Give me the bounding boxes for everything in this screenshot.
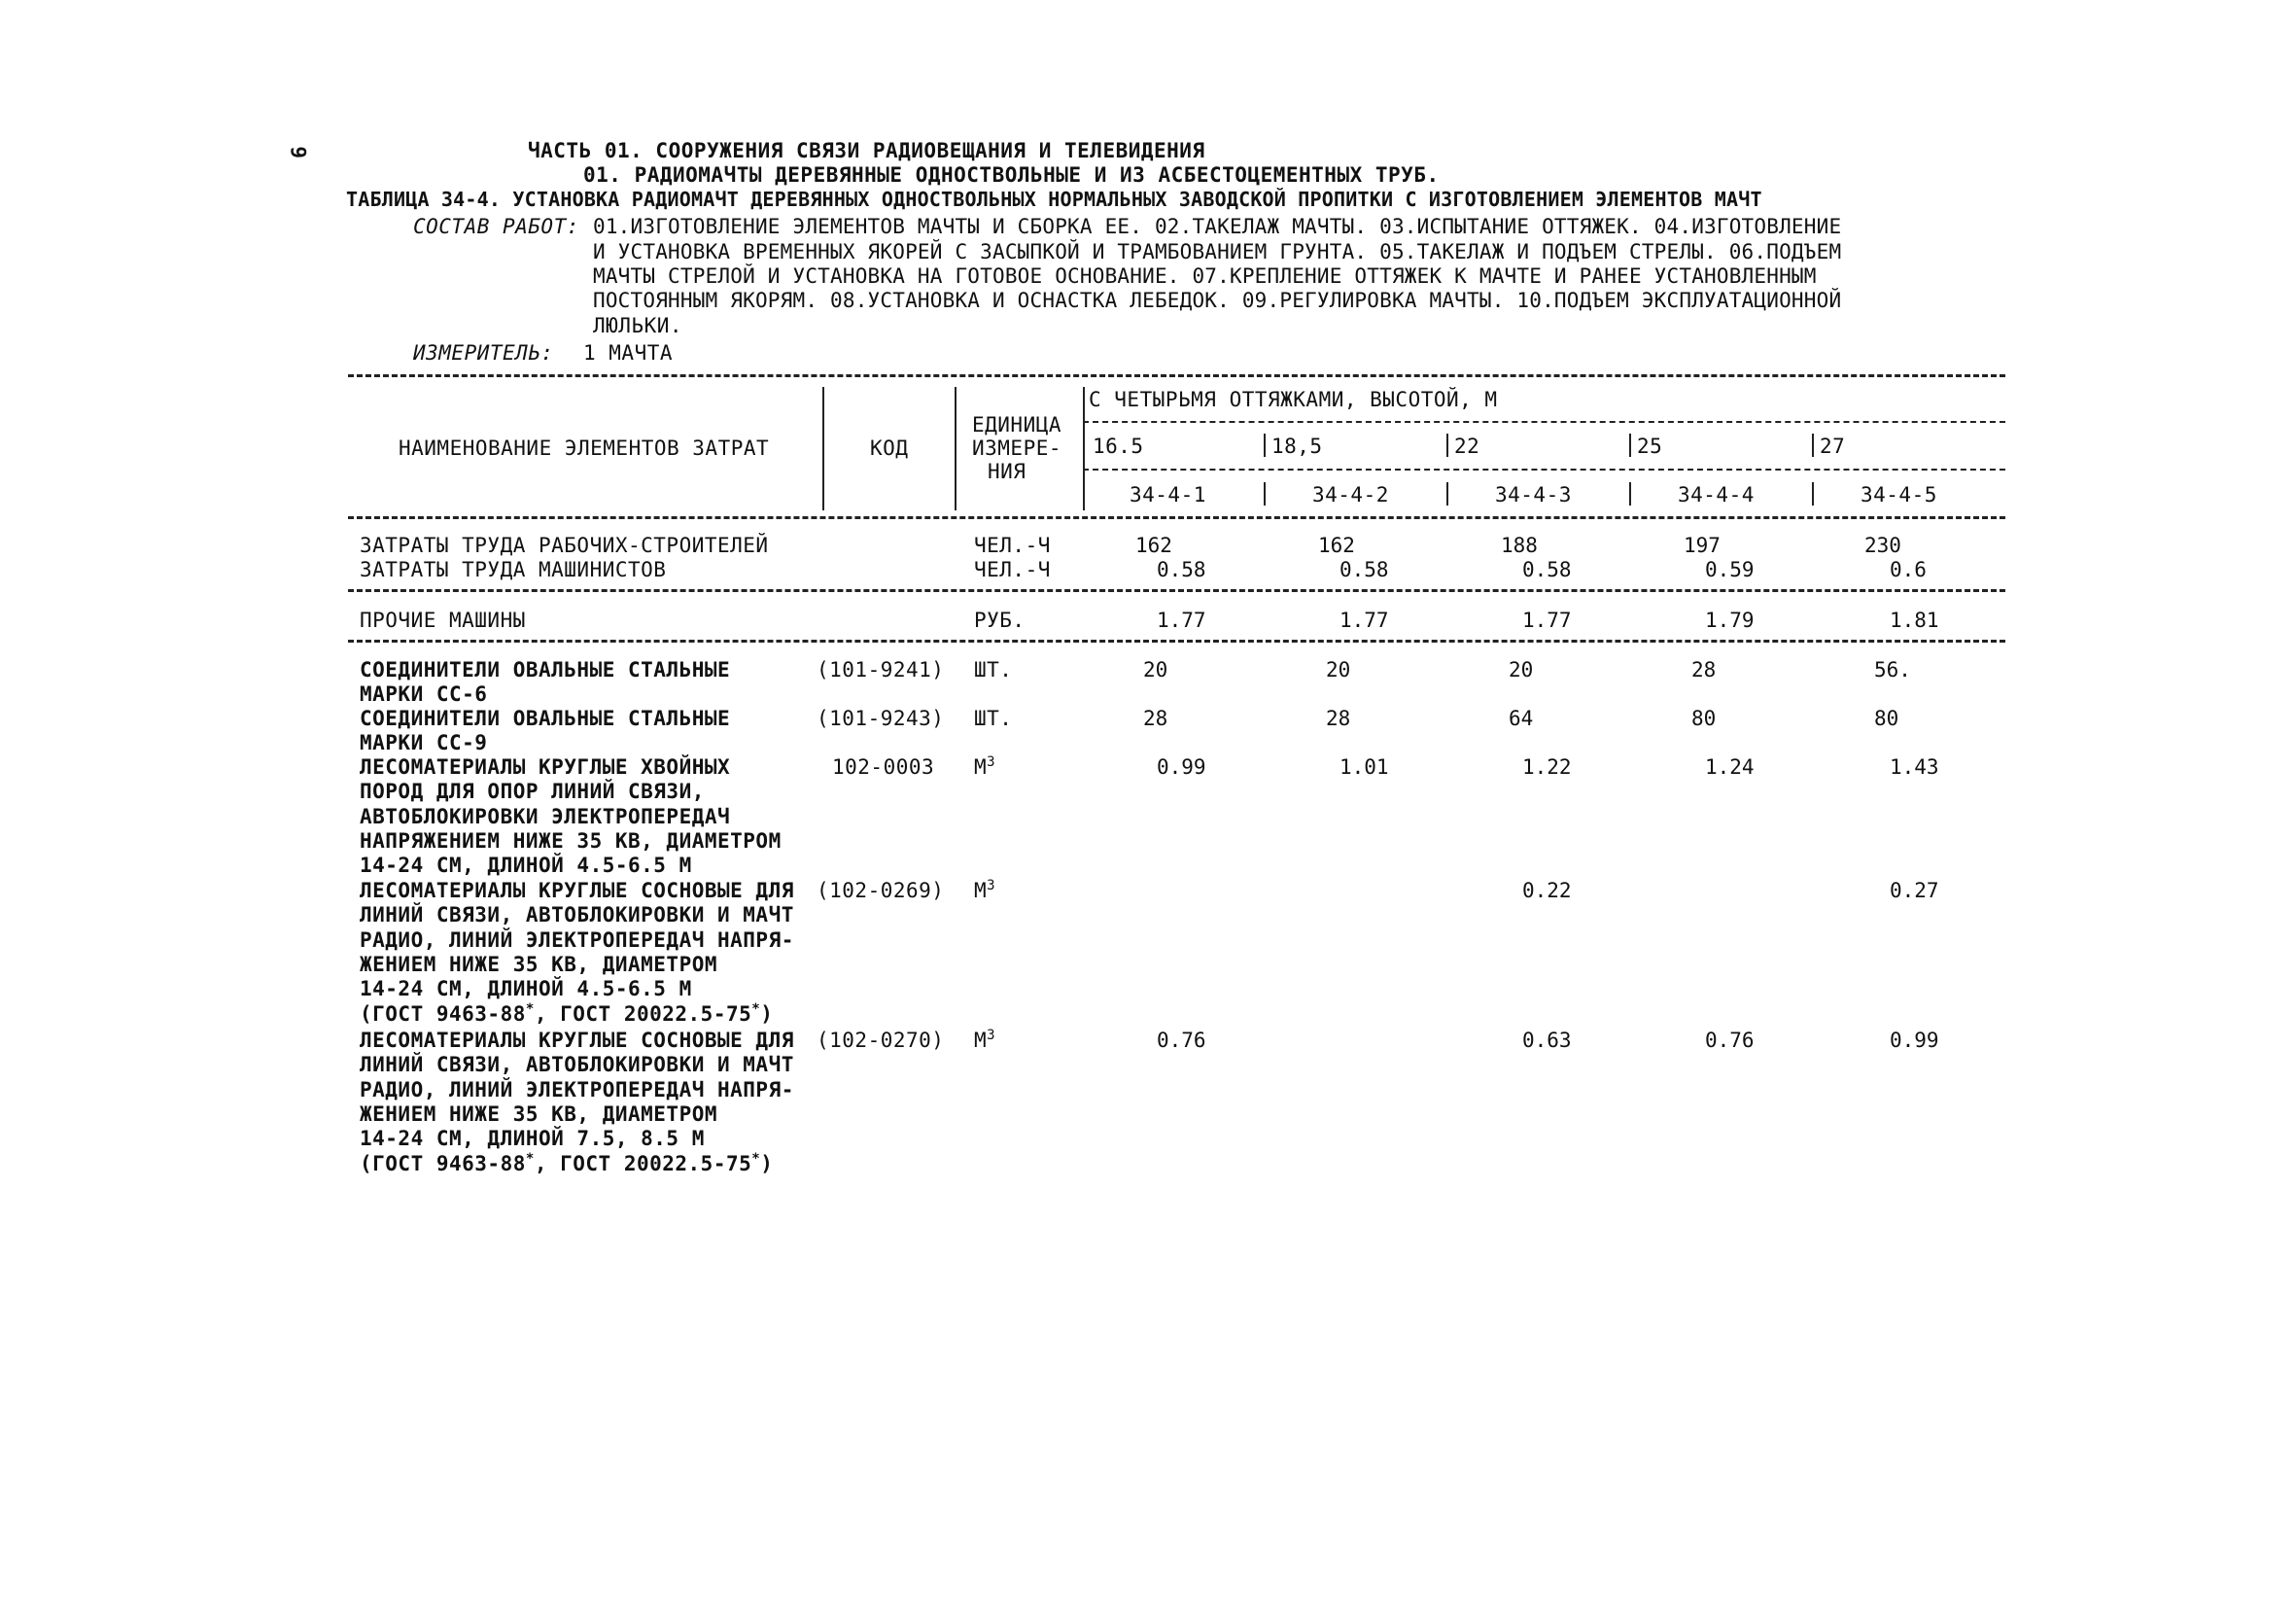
works-line: 01.ИЗГОТОВЛЕНИЕ ЭЛЕМЕНТОВ МАЧТЫ И СБОРКА ЕЕ. 02.ТАКЕЛАЖ МАЧТЫ. 03.ИСПЫТАНИЕ ОТТЯЖЕК. 04.ИЗГОТОВЛЕНИЕ — [593, 215, 1842, 238]
header-height: 16.5 — [1093, 435, 1144, 458]
section-title: 01. РАДИОМАЧТЫ ДЕРЕВЯННЫЕ ОДНОСТВОЛЬНЫЕ И ИЗ АСБЕСТОЦЕМЕНТНЫХ ТРУБ. — [583, 163, 1440, 187]
code-divider — [1812, 482, 1814, 506]
header-height-rule — [1083, 469, 2005, 471]
works-line: ПОСТОЯННЫМ ЯКОРЯМ. 08.УСТАНОВКА И ОСНАСТКА ЛЕБЕДОК. 09.РЕГУЛИРОВКА МАЧТЫ. 10.ПОДЪЕМ ЭКСПЛУАТАЦИОННОЙ — [593, 289, 1842, 312]
header-group-rule — [1083, 421, 2005, 423]
row-value: 230 — [1864, 534, 1901, 557]
part-title: ЧАСТЬ 01. СООРУЖЕНИЯ СВЯЗИ РАДИОВЕЩАНИЯ И ТЕЛЕВИДЕНИЯ — [528, 139, 1205, 162]
row-value: 28 — [1326, 707, 1351, 730]
row-value: 20 — [1509, 658, 1534, 682]
row-name: ЖЕНИЕМ НИЖЕ 35 КВ, ДИАМЕТРОМ — [360, 953, 718, 976]
gost-text: ) — [760, 1002, 774, 1026]
gost-star: * — [751, 1001, 761, 1017]
row-value: 0.22 — [1522, 879, 1572, 902]
gost-text: , ГОСТ 20022.5-75 — [534, 1152, 752, 1175]
header-height: 22 — [1454, 435, 1480, 458]
row-unit: ШТ. — [974, 707, 1013, 730]
row-name: МАРКИ СС-6 — [360, 682, 488, 706]
meter-label: ИЗМЕРИТЕЛЬ: — [413, 341, 554, 365]
row-name: ПОРОД ДЛЯ ОПОР ЛИНИЙ СВЯЗИ, — [360, 780, 705, 803]
meter-value: 1 МАЧТА — [583, 341, 674, 365]
row-value: 28 — [1143, 707, 1168, 730]
row-unit — [974, 754, 995, 780]
row-unit — [974, 1028, 995, 1053]
gost-star: * — [525, 1151, 535, 1167]
row-name: ЛИНИЙ СВЯЗИ, АВТОБЛОКИРОВКИ И МАЧТ — [360, 903, 794, 926]
row-code: (102-0269) — [817, 879, 945, 902]
row-name: ЗАТРАТЫ ТРУДА МАШИНИСТОВ — [360, 558, 667, 581]
code-divider — [1264, 482, 1266, 506]
row-value: 0.27 — [1890, 879, 1939, 902]
height-divider — [1264, 434, 1266, 457]
header-unit-line: ЕДИНИЦА — [972, 413, 1062, 437]
header-height: 18,5 — [1271, 435, 1323, 458]
height-divider — [1629, 434, 1631, 457]
row-value: 188 — [1501, 534, 1538, 557]
header-table-code: 34-4-3 — [1495, 483, 1572, 507]
row-name: ЛЕСОМАТЕРИАЛЫ КРУГЛЫЕ ХВОЙНЫХ — [360, 755, 731, 779]
row-value: 1.43 — [1890, 755, 1939, 779]
row-value: 80 — [1691, 707, 1717, 730]
header-bottom-rule — [348, 516, 2005, 519]
row-name: ЛИНИЙ СВЯЗИ, АВТОБЛОКИРОВКИ И МАЧТ — [360, 1053, 794, 1076]
row-value: 162 — [1135, 534, 1172, 557]
unit-superscript: 3 — [987, 754, 996, 770]
row-value: 0.58 — [1157, 558, 1206, 581]
page-mark: 9 — [286, 146, 310, 159]
row-name: ЛЕСОМАТЕРИАЛЫ КРУГЛЫЕ СОСНОВЫЕ ДЛЯ — [360, 879, 794, 902]
row-value: 162 — [1318, 534, 1355, 557]
row-code: 102-0003 — [832, 755, 935, 779]
row-value: 20 — [1143, 658, 1168, 682]
col-divider — [955, 387, 957, 510]
row-name: 14-24 СМ, ДЛИНОЙ 4.5-6.5 М — [360, 977, 692, 1000]
gost-text: (ГОСТ 9463-88 — [360, 1152, 526, 1175]
gost-text: ) — [760, 1152, 774, 1175]
header-height: 27 — [1820, 435, 1846, 458]
header-table-code: 34-4-5 — [1861, 483, 1937, 507]
height-divider — [1446, 434, 1448, 457]
row-value: 0.76 — [1157, 1029, 1206, 1052]
works-line: МАЧТЫ СТРЕЛОЙ И УСТАНОВКА НА ГОТОВОЕ ОСНОВАНИЕ. 07.КРЕПЛЕНИЕ ОТТЯЖЕК К МАЧТЕ И РАНЕЕ УСТАНОВЛЕННЫМ — [593, 264, 1817, 288]
gost-text: , ГОСТ 20022.5-75 — [534, 1002, 752, 1026]
row-name: НАПРЯЖЕНИЕМ НИЖЕ 35 КВ, ДИАМЕТРОМ — [360, 829, 782, 853]
row-name: МАРКИ СС-9 — [360, 731, 488, 754]
table-title: ТАБЛИЦА 34-4. УСТАНОВКА РАДИОМАЧТ ДЕРЕВЯННЫХ ОДНОСТВОЛЬНЫХ НОРМАЛЬНЫХ ЗАВОДСКОЙ ПРОПИТКИ С ИЗГОТОВЛЕНИЕМ ЭЛЕМЕНТОВ МАЧТ — [346, 188, 1762, 211]
header-table-code: 34-4-4 — [1678, 483, 1755, 507]
row-name: АВТОБЛОКИРОВКИ ЭЛЕКТРОПЕРЕДАЧ — [360, 805, 731, 828]
row-value: 20 — [1326, 658, 1351, 682]
row-code: (101-9243) — [817, 707, 945, 730]
row-code: (101-9241) — [817, 658, 945, 682]
row-gost — [360, 1001, 773, 1027]
row-unit: РУБ. — [974, 609, 1026, 632]
works-label: СОСТАВ РАБОТ: — [413, 215, 579, 238]
row-value: 0.76 — [1705, 1029, 1755, 1052]
row-name: ЗАТРАТЫ ТРУДА РАБОЧИХ-СТРОИТЕЛЕЙ — [360, 534, 769, 557]
row-value: 56. — [1874, 658, 1911, 682]
unit-text: М — [974, 755, 988, 779]
unit-superscript: 3 — [987, 1028, 996, 1043]
works-line: ЛЮЛЬКИ. — [593, 314, 683, 337]
col-divider — [822, 387, 824, 510]
row-value: 1.24 — [1705, 755, 1755, 779]
row-name: СОЕДИНИТЕЛИ ОВАЛЬНЫЕ СТАЛЬНЫЕ — [360, 658, 731, 682]
row-name: СОЕДИНИТЕЛИ ОВАЛЬНЫЕ СТАЛЬНЫЕ — [360, 707, 731, 730]
row-value: 1.77 — [1157, 609, 1206, 632]
header-name: НАИМЕНОВАНИЕ ЭЛЕМЕНТОВ ЗАТРАТ — [399, 437, 770, 460]
header-code: КОД — [870, 437, 909, 460]
row-value: 1.22 — [1522, 755, 1572, 779]
row-gost — [360, 1151, 773, 1176]
row-value: 0.58 — [1522, 558, 1572, 581]
header-table-code: 34-4-2 — [1312, 483, 1389, 507]
row-name: ЖЕНИЕМ НИЖЕ 35 КВ, ДИАМЕТРОМ — [360, 1102, 718, 1126]
row-value: 0.58 — [1339, 558, 1389, 581]
row-name: РАДИО, ЛИНИЙ ЭЛЕКТРОПЕРЕДАЧ НАПРЯ- — [360, 1078, 794, 1101]
row-value: 28 — [1691, 658, 1717, 682]
row-value: 0.63 — [1522, 1029, 1572, 1052]
section-rule — [348, 589, 2005, 592]
unit-text: М — [974, 879, 988, 902]
header-unit-line: ИЗМЕРЕ- — [972, 437, 1062, 460]
row-value: 1.01 — [1339, 755, 1389, 779]
row-unit: ЧЕЛ.-Ч — [974, 558, 1051, 581]
row-name: 14-24 СМ, ДЛИНОЙ 4.5-6.5 М — [360, 854, 692, 877]
row-value: 0.6 — [1890, 558, 1927, 581]
row-value: 197 — [1684, 534, 1721, 557]
row-value: 80 — [1874, 707, 1899, 730]
works-line: И УСТАНОВКА ВРЕМЕННЫХ ЯКОРЕЙ С ЗАСЫПКОЙ И ТРАМБОВАНИЕМ ГРУНТА. 05.ТАКЕЛАЖ И ПОДЪЕМ СТРЕЛЫ. 06.ПОДЪЕМ — [593, 240, 1842, 263]
code-divider — [1446, 482, 1448, 506]
gost-star: * — [751, 1151, 761, 1167]
row-value: 64 — [1509, 707, 1534, 730]
row-value: 1.77 — [1339, 609, 1389, 632]
gost-text: (ГОСТ 9463-88 — [360, 1002, 526, 1026]
col-divider — [1083, 387, 1085, 510]
header-height: 25 — [1637, 435, 1663, 458]
unit-text: М — [974, 1029, 988, 1052]
row-name: РАДИО, ЛИНИЙ ЭЛЕКТРОПЕРЕДАЧ НАПРЯ- — [360, 928, 794, 952]
code-divider — [1629, 482, 1631, 506]
row-code: (102-0270) — [817, 1029, 945, 1052]
header-table-code: 34-4-1 — [1130, 483, 1206, 507]
gost-star: * — [525, 1001, 535, 1017]
row-name: ПРОЧИЕ МАШИНЫ — [360, 609, 526, 632]
row-unit: ЧЕЛ.-Ч — [974, 534, 1051, 557]
unit-superscript: 3 — [987, 878, 996, 893]
header-unit-line: НИЯ — [988, 460, 1026, 483]
row-value: 1.79 — [1705, 609, 1755, 632]
row-name: 14-24 СМ, ДЛИНОЙ 7.5, 8.5 М — [360, 1127, 705, 1150]
row-value: 1.81 — [1890, 609, 1939, 632]
row-value: 0.99 — [1157, 755, 1206, 779]
row-unit: ШТ. — [974, 658, 1013, 682]
row-value: 0.59 — [1705, 558, 1755, 581]
row-value: 0.99 — [1890, 1029, 1939, 1052]
section-rule — [348, 640, 2005, 643]
row-name: ЛЕСОМАТЕРИАЛЫ КРУГЛЫЕ СОСНОВЫЕ ДЛЯ — [360, 1029, 794, 1052]
row-unit — [974, 878, 995, 903]
header-group: С ЧЕТЫРЬМЯ ОТТЯЖКАМИ, ВЫСОТОЙ, М — [1089, 388, 1498, 411]
table-top-rule — [348, 374, 2005, 377]
height-divider — [1812, 434, 1814, 457]
row-value: 1.77 — [1522, 609, 1572, 632]
